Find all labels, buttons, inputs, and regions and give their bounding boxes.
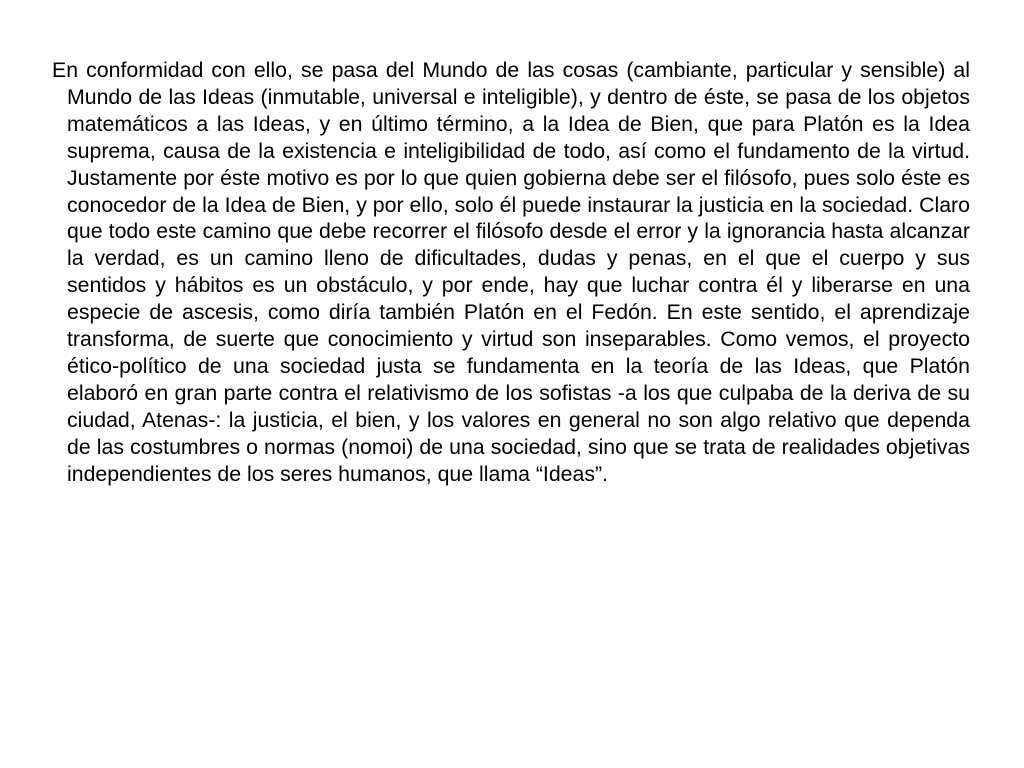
body-paragraph: En conformidad con ello, se pasa del Mundo de las cosas (cambiante, particular y sensible) al Mundo de las Ideas (inmutable, universal e inteligible), y dentro de éste, se pasa de los objetos matemáticos a las Ideas, y en último término, a la Idea de Bien, que para Platón es la Idea suprema, causa de la existencia e inteligibilidad de todo, así como el fundamento de la virtud. Justamente por éste motivo es por lo que quien gobierna debe ser el filósofo, pues solo éste es conocedor de la Idea de Bien, y por ello, solo él puede instaurar la justicia en la sociedad. Claro que todo este camino que debe recorrer el filósofo desde el error y la ignorancia hasta alcanzar la verdad, es un camino lleno de dificultades, dudas y penas, en el que el cuerpo y sus sentidos y hábitos es un obstáculo, y por ende, hay que luchar contra él y liberarse en una especie de ascesis, como diría también Platón en el Fedón. En este sentido, el aprendizaje transforma, de suerte que conocimiento y virtud son inseparables. Como vemos, el proyecto ético-político de una sociedad justa se fundamenta en la teoría de las Ideas, que Platón elaboró en gran parte contra el relativismo de los sofistas -a los que culpaba de la deriva de su ciudad, Atenas-: la justicia, el bien, y los valores en general no son algo relativo que dependa de las costumbres o normas (nomoi) de una sociedad, sino que se trata de realidades objetivas independientes de los seres humanos, que llama “Ideas”. [52,58,970,486]
